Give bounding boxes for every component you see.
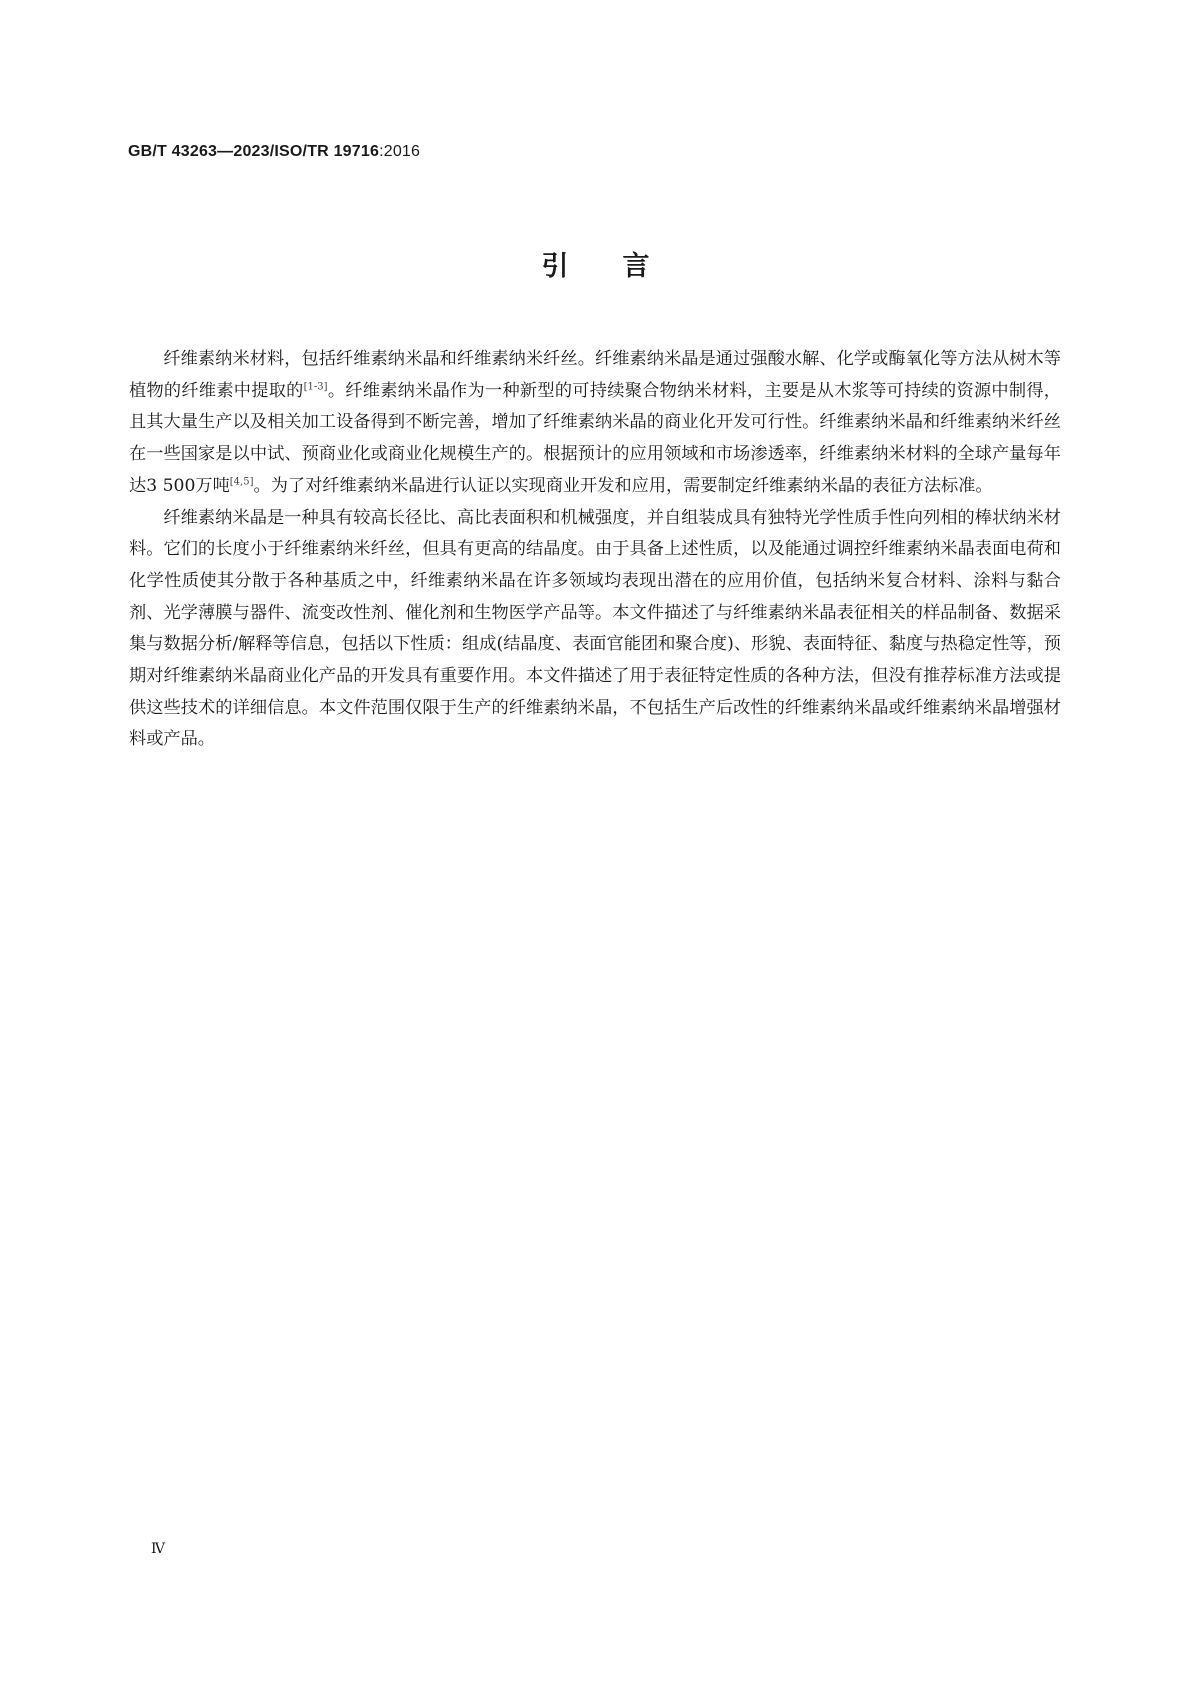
paragraph-1 [129,344,1061,503]
paragraph-1-part-2: 。纤维素纳米晶作为一种新型的可持续聚合物纳米材料，主要是从木浆等可持续的资源中制得，且其大量生产以及相关加工设备得到不断完善，增加了纤维素纳米晶的商业化开发可行性。纤维素纳米晶和纤维素纳米纤丝在一些国家是以中试、预商业化或商业化规模生产的。根据预计的应用领域和市场渗透率，纤维素纳米材料的全球产量每年达3 500万吨 [129,380,1061,496]
paragraph-1-part-3: 。为了对纤维素纳米晶进行认证以实现商业开发和应用，需要制定纤维素纳米晶的表征方法标准。 [253,475,993,496]
paragraph-2: 纤维素纳米晶是一种具有较高长径比、高比表面积和机械强度，并自组装成具有独特光学性质手性向列相的棒状纳米材料。它们的长度小于纤维素纳米纤丝，但具有更高的结晶度。由于具备上述性质，以及能通过调控纤维素纳米晶表面电荷和化学性质使其分散于各种基质之中，纤维素纳米晶在许多领域均表现出潜在的应用价值，包括纳米复合材料、涂料与黏合剂、光学薄膜与器件、流变改性剂、催化剂和生物医学产品等。本文件描述了与纤维素纳米晶表征相关的样品制备、数据采集与数据分析/解释等信息，包括以下性质：组成(结晶度、表面官能团和聚合度)、形貌、表面特征、黏度与热稳定性等，预期对纤维素纳米晶商业化产品的开发具有重要作用。本文件描述了用于表征特定性质的各种方法，但没有推荐标准方法或提供这些技术的详细信息。本文件范围仅限于生产的纤维素纳米晶，不包括生产后改性的纤维素纳米晶或纤维素纳米晶增强材料或产品。 [129,507,1061,750]
page-title: 引言 [541,251,704,282]
standard-header [128,143,420,161]
introduction-body [129,344,1061,756]
standard-year: :2016 [379,143,421,160]
page-number: Ⅳ [151,1541,165,1557]
citation-4-5: [4,5] [229,476,254,488]
standard-code: GB/T 43263—2023/ISO/TR 19716 [128,143,380,160]
paragraph-1-part-1: 纤维素纳米材料，包括纤维素纳米晶和纤维素纳米纤丝。纤维素纳米晶是通过强酸水解、化学或酶氧化等方法从树木等植物的纤维素中提取的 [129,349,1061,401]
citation-1-3: [1-3] [303,380,328,392]
